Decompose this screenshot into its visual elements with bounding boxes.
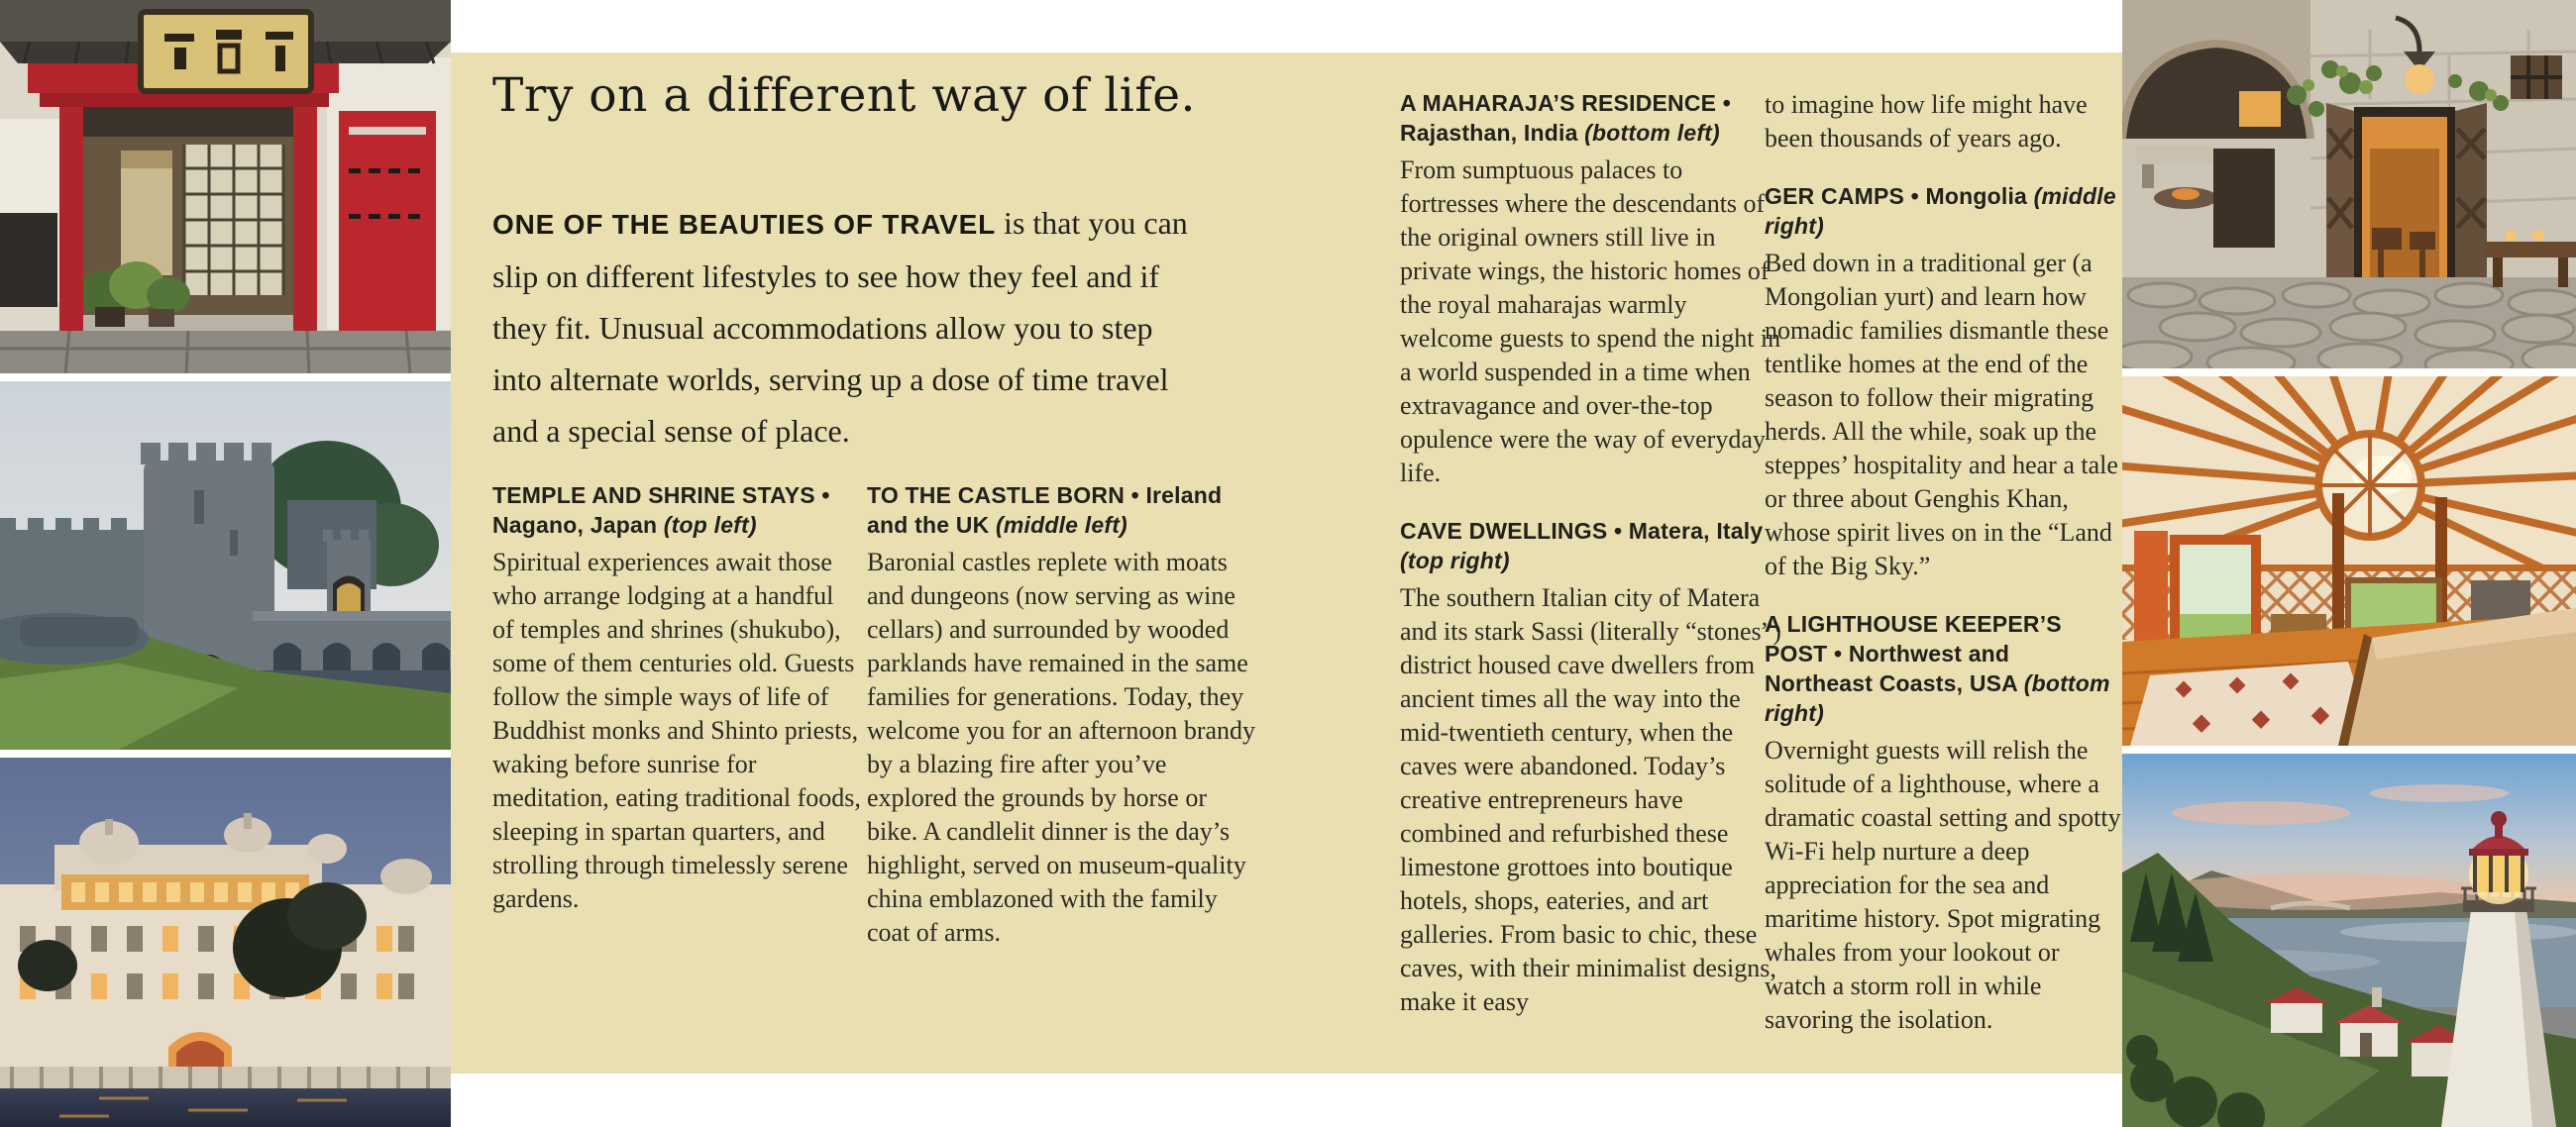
section-heading: CAVE DWELLINGS • Matera, Italy (top right) [1400, 518, 1764, 573]
text-panel [451, 52, 2122, 1074]
photo-yurt-interior [2122, 376, 2576, 746]
castle-illustration [0, 381, 451, 750]
section-body: Overnight guests will relish the solitude of a lighthouse, where a dramatic coastal setting and spotty Wi-Fi help nurture a deep appreciation for the sea and maritime history. Spot migrating whales from your lookout or watch a storm roll in while savoring the isolation. [1765, 736, 2121, 1034]
photo-castle [0, 381, 451, 750]
section-maharajas-residence [1400, 88, 1782, 490]
temple-gate-illustration [0, 0, 451, 373]
photo-lighthouse-coast [2122, 754, 2576, 1127]
text-column-4 [1765, 88, 2123, 1037]
palace-illustration [0, 758, 451, 1127]
cave-dwellings-continuation: to imagine how life might have been thousands of years ago. [1765, 90, 2088, 153]
section-body: From sumptuous palaces to fortresses where the descendants of the original owners still live in private wings, the historic homes of the royal maharajas warmly welcome guests to spend the night in a world suspended in a time when extravagance and over-the-top opulence were the way of everyday life. [1400, 155, 1781, 487]
photo-position-ref: (top left) [663, 512, 757, 538]
photo-position-ref: (bottom left) [1584, 120, 1720, 146]
page-title: Try on a different way of life. [492, 68, 1196, 123]
courtyard-illustration [2122, 0, 2576, 368]
photo-position-ref: (middle right) [1765, 183, 2116, 239]
text-column-3 [1400, 88, 1782, 1019]
intro-paragraph [492, 197, 1202, 457]
section-body: Spiritual experiences await those who arrange lodging at a handful of temples and shrines (shukubo), some of them centuries old. Guests follow the simple ways of life of Buddhist monks and Shinto priests, waking before sunrise for meditation, eating traditional foods, sleeping in spartan quarters, and strolling through timelessly serene gardens. [492, 548, 861, 913]
section-ger-camps [1765, 181, 2123, 583]
section-body: Bed down in a traditional ger (a Mongolian yurt) and learn how nomadic families dismantle these tentlike homes at the end of the season to follow their migrating herds. All the while, soak up the steppes’ hospitality and hear a tale or three about Genghis Khan, whose spirit lives on in the “Land of the Big Sky.” [1765, 249, 2118, 580]
section-temple-shrine-stays [492, 480, 861, 916]
section-heading: A MAHARAJA’S RESIDENCE • Rajasthan, India (bottom left) [1400, 90, 1732, 146]
photo-position-ref: (bottom right) [1765, 670, 2110, 726]
section-body: Baronial castles replete with moats and dungeons (now serving as wine cellars) and surrounded by wooded parklands have remained in the same families for generations. Today, they welcome you for an afternoon brandy by a blazing fire after you’ve explored the grounds by horse or bike. A candlelit dinner is the day’s highlight, served on museum-quality china emblazoned with the family coat of arms. [867, 548, 1256, 947]
section-lighthouse-keepers-post [1765, 609, 2123, 1037]
text-column-2 [867, 480, 1257, 950]
photo-cave-courtyard [2122, 0, 2576, 368]
lighthouse-illustration [2122, 754, 2576, 1127]
photo-position-ref: (top right) [1400, 548, 1510, 573]
intro-body: is that you can slip on different lifestyles to see how they feel and if they fit. Unusual accommodations allow you to step into alternate worlds, serving up a dose of time travel and a special sense of place. [492, 205, 1188, 449]
yurt-illustration [2122, 376, 2576, 746]
intro-lead-in: ONE OF THE BEAUTIES OF TRAVEL [492, 209, 997, 240]
photo-position-ref: (middle left) [995, 512, 1127, 538]
section-heading: TEMPLE AND SHRINE STAYS • Nagano, Japan (top left) [492, 482, 830, 538]
photo-maharaja-palace [0, 758, 451, 1127]
section-heading: GER CAMPS • Mongolia (middle right) [1765, 183, 2116, 239]
section-body: The southern Italian city of Matera and its stark Sassi (literally “stones”) district housed cave dwellers from ancient times all the way into the mid-twentieth century, when the caves were abandoned. Today’s creative entrepreneurs have combined and refurbished these limestone grottoes into boutique hotels, shops, eateries, and art galleries. From basic to chic, these caves, with their minimalist designs, make it easy [1400, 583, 1781, 1016]
section-castle-born [867, 480, 1257, 950]
section-heading: A LIGHTHOUSE KEEPER’S POST • Northwest and Northeast Coasts, USA (bottom right) [1765, 611, 2110, 726]
section-heading: TO THE CASTLE BORN • Ireland and the UK (middle left) [867, 482, 1223, 538]
photo-temple-gate [0, 0, 451, 373]
section-cave-dwellings [1400, 516, 1782, 1019]
text-column-1 [492, 480, 861, 916]
